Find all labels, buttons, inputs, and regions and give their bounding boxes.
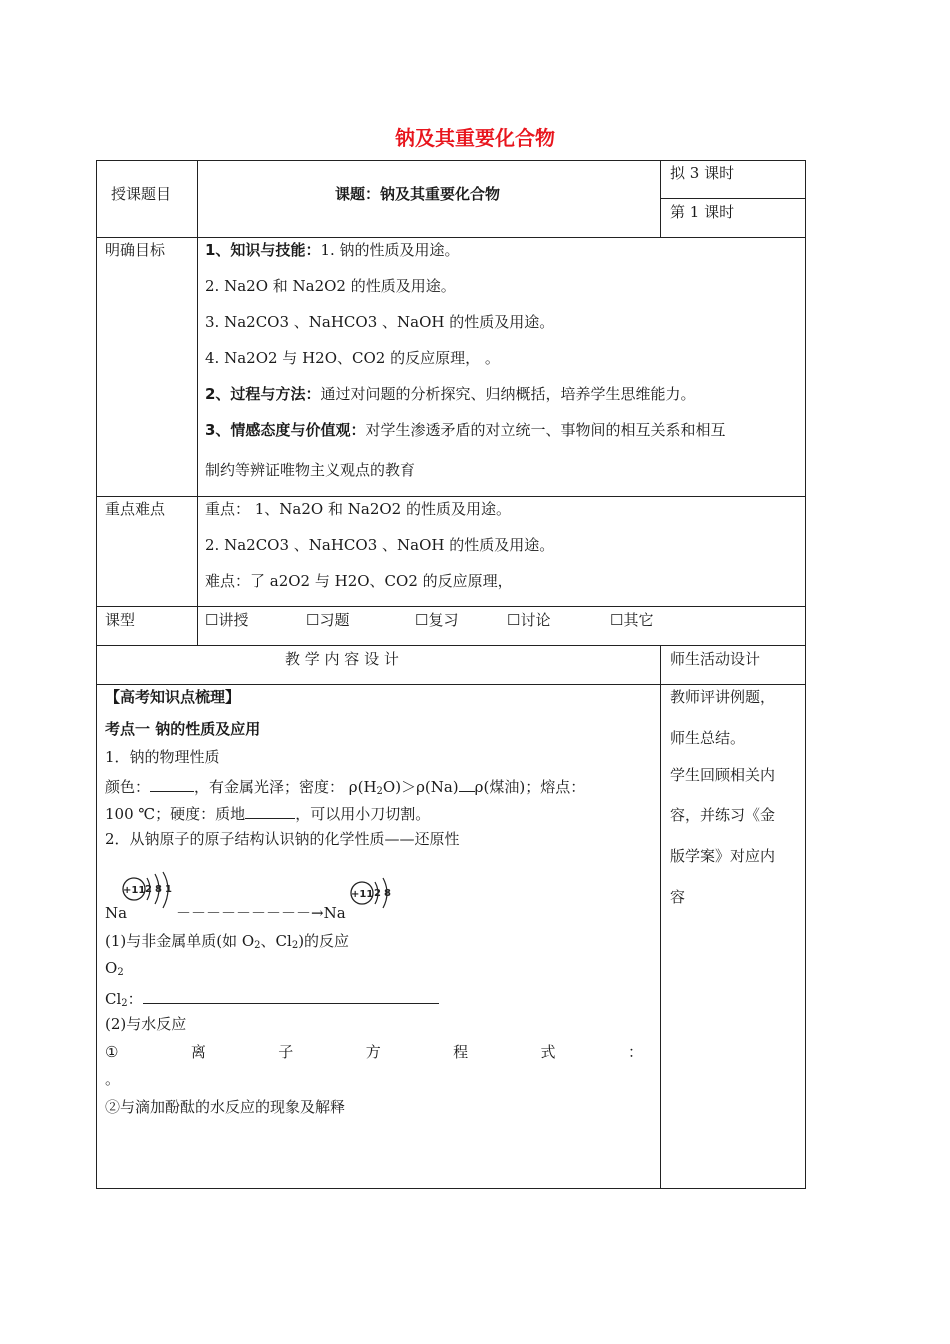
- goals-label: 明确目标: [105, 241, 166, 259]
- reducibility-heading: 2．从钠原子的原子结构认识钠的化学性质——还原性: [105, 830, 460, 848]
- water-reaction-heading: (2)与水反应: [105, 1015, 187, 1033]
- lesson-type-label: 课型: [105, 611, 136, 629]
- current-hour: 第 1 课时: [670, 203, 735, 221]
- emotion-text-cont: 制约等辨证唯物主义观点的教育: [205, 461, 416, 479]
- density-line: 颜色： ，有金属光泽；密度： $\rho(H_2O)>\rho(Na)$ ρ(煤油)；熔点：: [105, 778, 586, 797]
- chlorine-equation-blank[interactable]: [143, 989, 439, 1004]
- ionic-equation-line: ① 离 子 方 程 式 ：: [105, 1043, 643, 1061]
- physical-properties-heading: 1．钠的物理性质: [105, 748, 220, 766]
- process-heading: 2、过程与方法：: [205, 385, 321, 403]
- difficult-point-line: 难点：了 a2O2 与 H2O、CO2 的反应原理，: [205, 572, 513, 590]
- svg-text:8: 8: [384, 888, 391, 899]
- svg-text:8: 8: [155, 884, 162, 895]
- color-blank[interactable]: [150, 777, 194, 792]
- activity-header: 师生活动设计: [670, 650, 761, 668]
- oxygen-line: $O_2$: [105, 959, 124, 978]
- checkbox-lecture[interactable]: ☐讲授: [205, 611, 249, 629]
- checkbox-exercise[interactable]: ☐习题: [306, 611, 350, 629]
- checkbox-review[interactable]: ☐复习: [415, 611, 459, 629]
- side-note: 学生回顾相关内: [670, 766, 776, 784]
- document-title: 钠及其重要化合物: [395, 126, 555, 150]
- emotion-heading: 3、情感态度与价值观：: [205, 421, 366, 439]
- emotion-line: [205, 423, 725, 438]
- svg-text:2: 2: [145, 884, 152, 895]
- chlorine-line: $Cl_2$：: [105, 989, 439, 1009]
- svg-text:1: 1: [165, 884, 172, 895]
- header-label: 授课题目: [111, 185, 172, 203]
- svg-text:+11: +11: [351, 889, 374, 900]
- side-note: 容，并练习《金: [670, 806, 776, 824]
- knowledge-heading: 1、知识与技能：: [205, 241, 321, 259]
- process-line: [205, 387, 695, 402]
- goal-item: 4. Na2O2 与 H2O、CO2 的反应原理， 。: [205, 349, 500, 367]
- checkbox-other[interactable]: ☐其它: [610, 611, 654, 629]
- knowledge-line: [205, 243, 460, 258]
- phenolphthalein-question: ②与滴加酚酞的水反应的现象及解释: [105, 1098, 346, 1116]
- goal-item: 1. 钠的性质及用途。: [320, 241, 460, 259]
- key-points-label: 重点难点: [105, 500, 166, 518]
- side-note: 教师评讲例题，: [670, 688, 776, 706]
- key-point-line: 重点： 1、Na2O 和 Na2O2 的性质及用途。: [205, 500, 511, 518]
- sodium-symbol: Na: [105, 904, 128, 922]
- svg-text:2: 2: [374, 888, 381, 899]
- topic-heading: 考点一 钠的性质及应用: [105, 720, 261, 738]
- side-note: 师生总结。: [670, 729, 746, 747]
- emotion-text: 对学生渗透矛盾的对立统一、事物间的相互关系和相互: [365, 421, 726, 439]
- svg-text:+11: +11: [123, 885, 146, 896]
- planned-hours: 拟 3 课时: [670, 164, 735, 182]
- melting-point-line: 100 ℃；硬度：质地 ，可以用小刀切割。: [105, 805, 431, 823]
- sodium-ion-diagram: [343, 874, 403, 918]
- hardness-blank[interactable]: [245, 804, 295, 819]
- section-heading: 【高考知识点梳理】: [105, 688, 241, 706]
- key-point-line: 2. Na2CO3 、NaHCO3 、NaOH 的性质及用途。: [205, 536, 555, 554]
- nonmetal-reaction-heading: (1)与非金属单质(如 $O_2$、$Cl_2$)的反应: [105, 932, 350, 951]
- lesson-topic: 课题：钠及其重要化合物: [335, 185, 501, 203]
- content-header: 教 学 内 容 设 计: [285, 650, 399, 668]
- checkbox-discussion[interactable]: ☐讨论: [507, 611, 551, 629]
- goal-item: 3. Na2CO3 、NaHCO3 、NaOH 的性质及用途。: [205, 313, 555, 331]
- density-blank[interactable]: [459, 777, 475, 792]
- ionization-arrow: －－－－－－－－－→Na: [176, 904, 346, 922]
- side-note: 版学案》对应内: [670, 847, 776, 865]
- equation-end-period: 。: [105, 1070, 121, 1088]
- goal-item: 2. Na2O 和 Na2O2 的性质及用途。: [205, 277, 456, 295]
- side-note: 容: [670, 888, 686, 906]
- process-text: 通过对问题的分析探究、归纳概括，培养学生思维能力。: [320, 385, 696, 403]
